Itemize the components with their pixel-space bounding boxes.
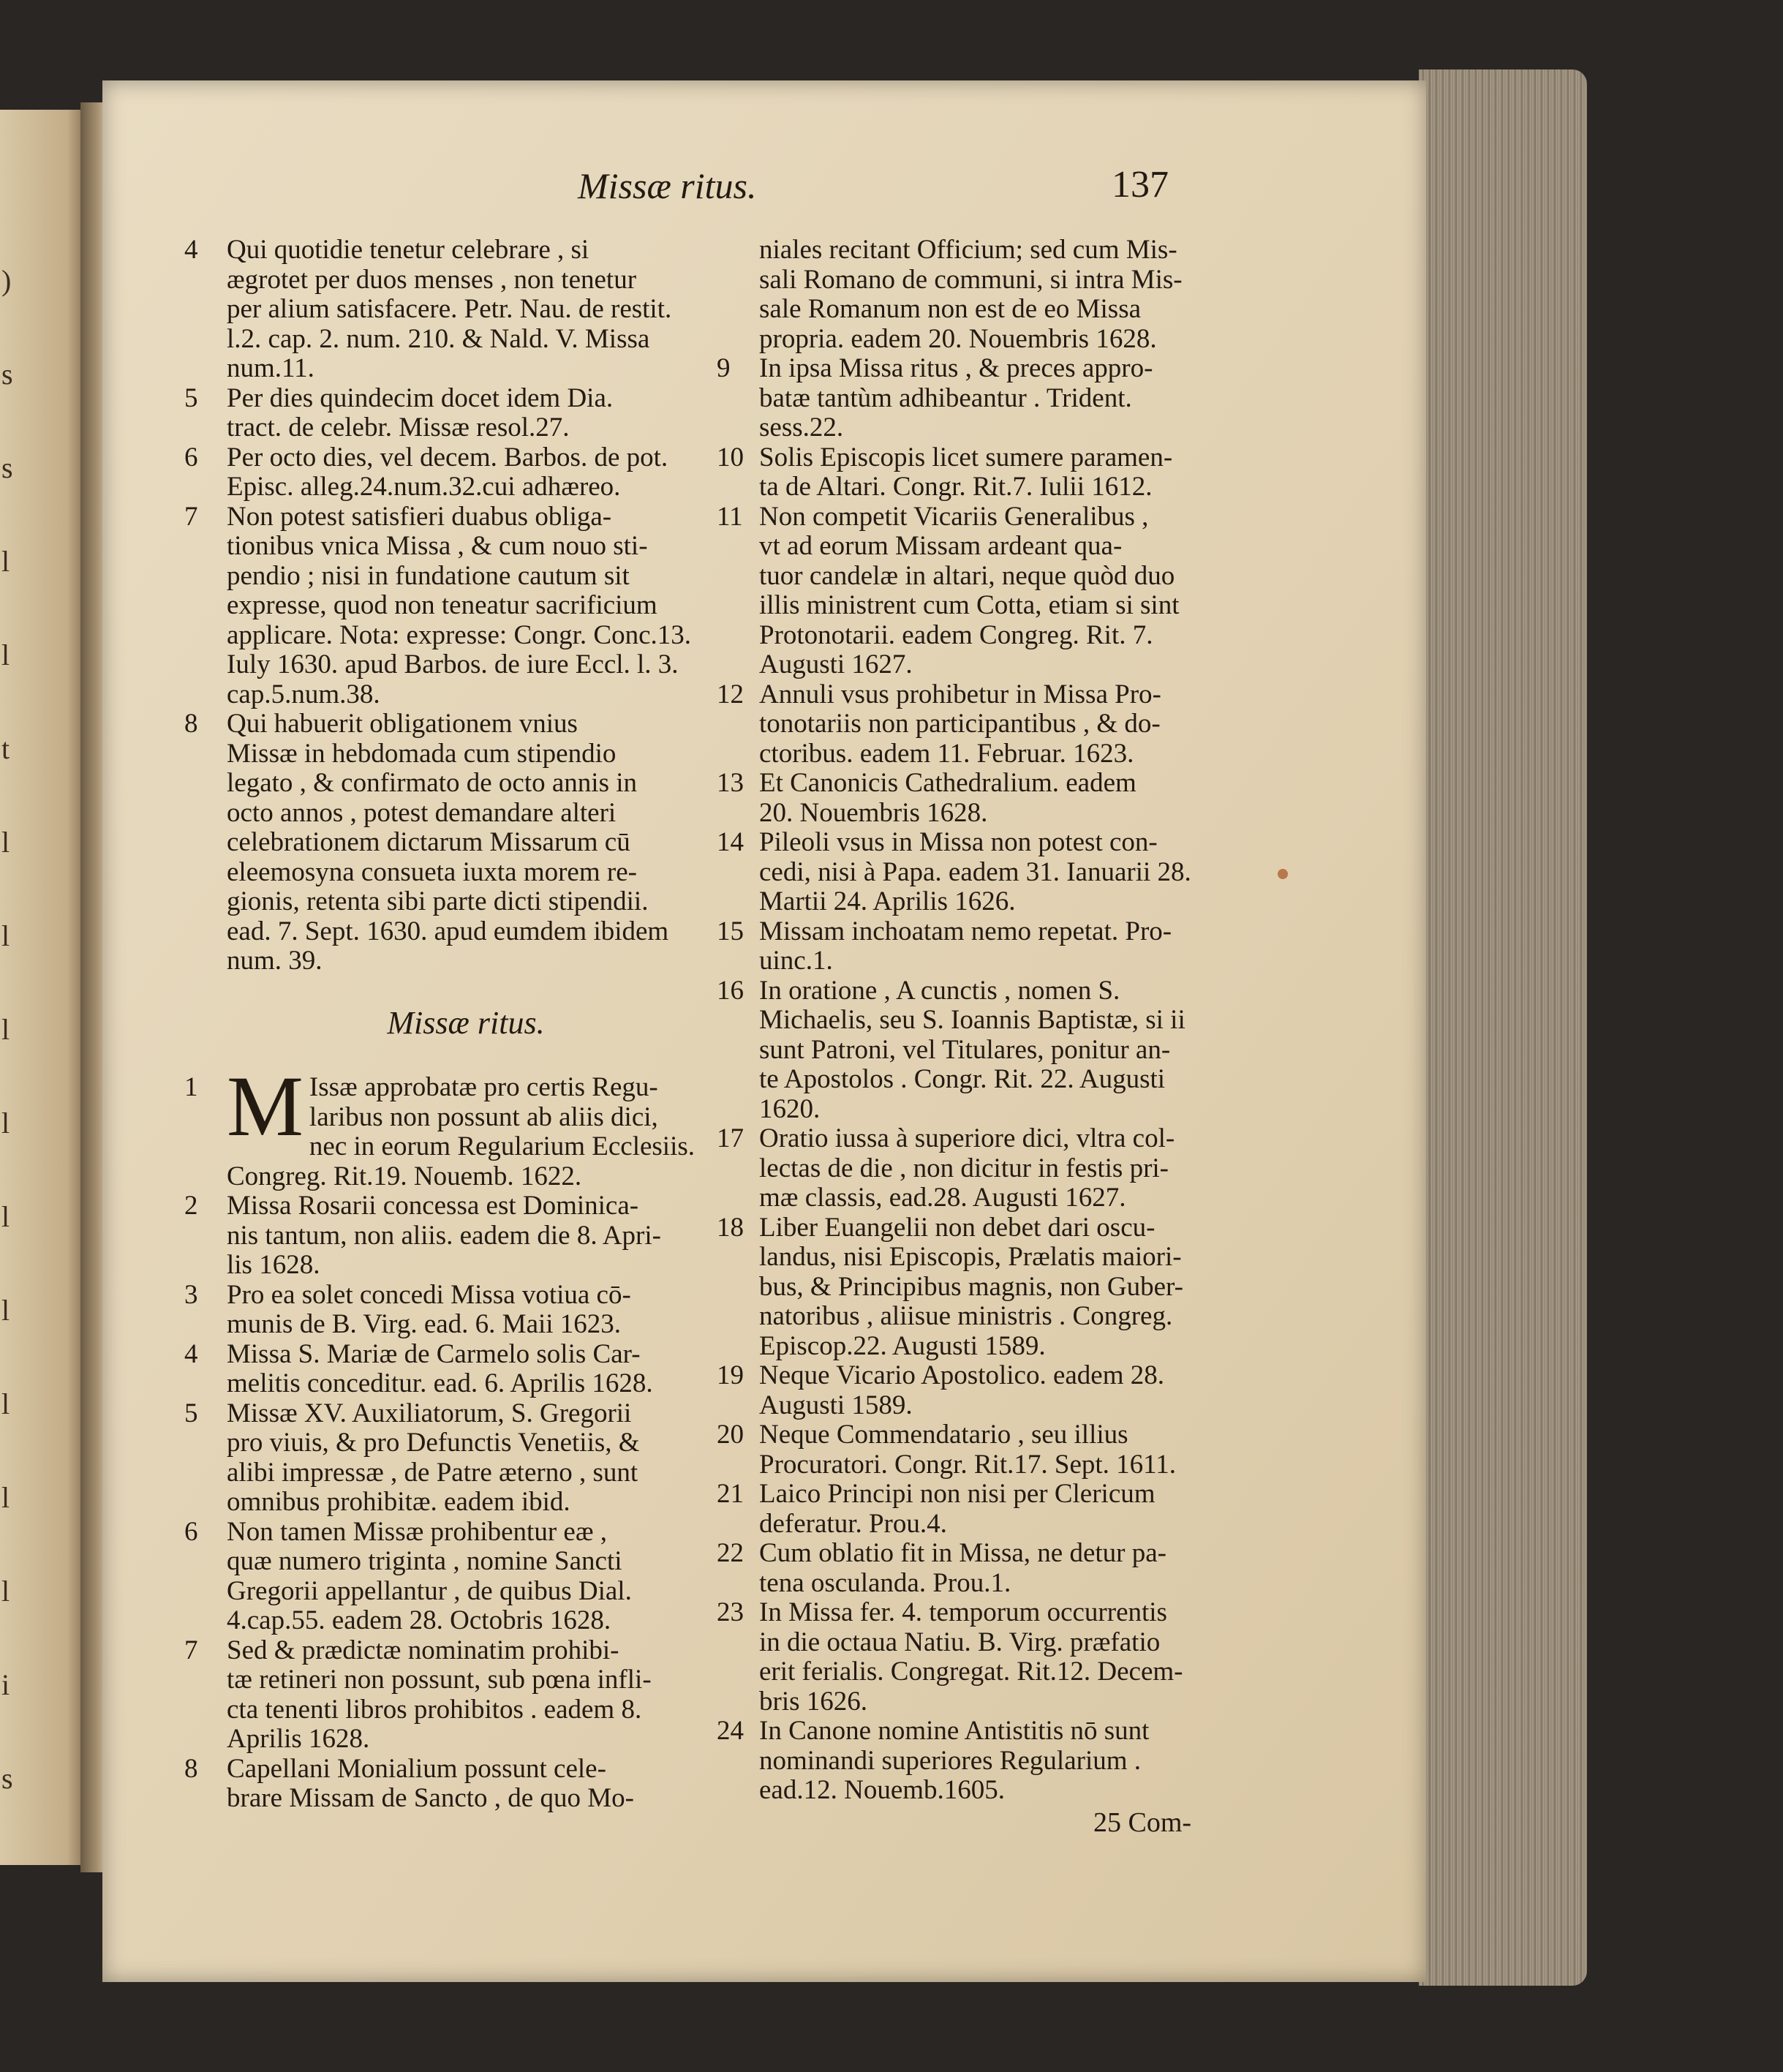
- text-line: ta de Altari. Congr. Rit.7. Iulii 1612.: [759, 472, 1153, 502]
- fragment-glyph: l: [1, 638, 10, 671]
- right-entries: [717, 354, 1243, 1806]
- text-line: eleemosyna consueta iuxta morem re-: [227, 856, 637, 887]
- numbered-entry: [184, 502, 718, 710]
- text-line: In ipsa Missa ritus , & preces appro-: [759, 353, 1153, 383]
- text-line: Solis Episcopis licet sumere paramen-: [759, 442, 1173, 472]
- numbered-entry: [717, 1361, 1243, 1420]
- entry-number: 23: [717, 1597, 744, 1627]
- text-line: Missam inchoatam nemo repetat. Pro-: [759, 916, 1172, 946]
- numbered-entry: [717, 502, 1243, 680]
- text-line: laribus non possunt ab aliis dici,: [309, 1101, 658, 1132]
- text-line: Episcop.22. Augusti 1589.: [759, 1330, 1046, 1361]
- text-line: in die octaua Natiu. B. Virg. præfatio: [759, 1627, 1161, 1657]
- text-line: erit ferialis. Congregat. Rit.12. Decem-: [759, 1657, 1183, 1687]
- text-line: octo annos , potest demandare alteri: [227, 797, 617, 828]
- fragment-glyph: l: [1, 919, 10, 952]
- entry-number: 21: [717, 1479, 744, 1509]
- entry-number: 14: [717, 827, 744, 857]
- text-line: Pro ea solet concedi Missa votiua cō-: [227, 1279, 631, 1310]
- numbered-entry: [184, 1399, 718, 1518]
- text-line: cap.5.num.38.: [227, 679, 380, 709]
- numbered-entry: [184, 1636, 718, 1755]
- entry-number: 6: [184, 1516, 198, 1547]
- entry-number: 2: [184, 1191, 198, 1221]
- entry-number: 13: [717, 768, 744, 798]
- numbered-entry: [717, 680, 1243, 769]
- text-line: Gregorii appellantur , de quibus Dial.: [227, 1575, 632, 1606]
- numbered-entry: [717, 1124, 1243, 1213]
- text-line: legato , & confirmato de octo annis in: [227, 768, 638, 798]
- numbered-entry: [717, 1539, 1243, 1598]
- fragment-glyph: l: [1, 1294, 10, 1327]
- text-line: Liber Euangelii non debet dari oscu-: [759, 1212, 1156, 1243]
- text-line: nominandi superiores Regularium .: [759, 1745, 1142, 1776]
- fragment-glyph: s: [1, 1762, 13, 1795]
- text-line: Annuli vsus prohibetur in Missa Pro-: [759, 679, 1161, 709]
- text-line: Neque Vicario Apostolico. eadem 28.: [759, 1360, 1165, 1390]
- text-line: alibi impressæ , de Patre æterno , sunt: [227, 1457, 638, 1488]
- text-line: bris 1626.: [759, 1686, 867, 1717]
- text-line: Non competit Vicariis Generalibus ,: [759, 501, 1149, 532]
- fragment-glyph: s: [1, 451, 13, 484]
- text-line: cedi, nisi à Papa. eadem 31. Ianuarii 28.: [759, 856, 1191, 887]
- text-line: vt ad eorum Missam ardeant qua-: [759, 531, 1123, 561]
- text-line: Iuly 1630. apud Barbos. de iure Eccl. l. 3.: [227, 649, 679, 679]
- entry-number: 12: [717, 679, 744, 709]
- fragment-glyph: l: [1, 1200, 10, 1233]
- numbered-entry: [184, 1191, 718, 1281]
- section-heading: Missæ ritus.: [387, 1004, 545, 1041]
- text-line: Laico Principi non nisi per Clericum: [759, 1479, 1156, 1509]
- numbered-entry: [184, 1518, 718, 1636]
- entry-number: 19: [717, 1360, 744, 1390]
- entry-number: 4: [184, 235, 198, 265]
- text-line: sale Romanum non est de eo Missa: [759, 294, 1142, 324]
- numbered-entry: [184, 384, 718, 443]
- entry-number: 16: [717, 975, 744, 1006]
- left-entries-bottom: [184, 1191, 718, 1814]
- numbered-entry: [717, 1717, 1243, 1806]
- numbered-entry: [184, 1340, 718, 1399]
- text-line: Michaelis, seu S. Ioannis Baptistæ, si ii: [759, 1005, 1185, 1035]
- fragment-glyph: l: [1, 1481, 10, 1514]
- text-line: batæ tantùm adhibeantur . Trident.: [759, 383, 1132, 413]
- text-line: ægrotet per duos menses , non tenetur: [227, 264, 637, 295]
- right-column: [717, 236, 1243, 1806]
- text-line: deferatur. Prou.4.: [759, 1508, 947, 1539]
- text-line: tuor candelæ in altari, neque quòd duo: [759, 560, 1175, 591]
- entry-number: 11: [717, 501, 743, 532]
- entry-number: 18: [717, 1212, 744, 1243]
- text-line: num. 39.: [227, 946, 323, 976]
- text-line: In Missa fer. 4. temporum occurrentis: [759, 1597, 1167, 1627]
- fragment-glyph: t: [1, 732, 10, 765]
- text-line: tionibus vnica Missa , & cum nouo sti-: [227, 531, 648, 561]
- fragment-glyph: ): [1, 264, 12, 297]
- entry-number: 22: [717, 1538, 744, 1568]
- fragment-glyph: s: [1, 358, 13, 391]
- fragment-glyph: l: [1, 545, 10, 578]
- numbered-entry: [717, 1598, 1243, 1717]
- text-line: expresse, quod non teneatur sacrificium: [227, 590, 657, 620]
- text-line: bus, & Principibus magnis, non Guber-: [759, 1271, 1183, 1302]
- numbered-entry: [184, 1755, 718, 1814]
- numbered-entry: [717, 769, 1243, 828]
- numbered-entry: [717, 976, 1243, 1125]
- text-line: uinc.1.: [759, 946, 833, 976]
- entry-number: 9: [717, 353, 731, 383]
- text-line: natoribus , aliisue ministris . Congreg.: [759, 1301, 1173, 1331]
- entry-with-drop-cap: [184, 1058, 718, 1191]
- text-line: Per octo dies, vel decem. Barbos. de pot.: [227, 442, 668, 472]
- drop-cap: M: [227, 1058, 304, 1154]
- numbered-entry: [717, 354, 1243, 443]
- text-line: quæ numero triginta , nomine Sancti: [227, 1546, 622, 1576]
- fragment-glyph: l: [1, 1575, 10, 1608]
- text-line: 1620.: [759, 1093, 821, 1124]
- entry-number: 10: [717, 442, 744, 472]
- text-line: Neque Commendatario , seu illius: [759, 1420, 1128, 1450]
- text-line: sali Romano de communi, si intra Mis-: [759, 264, 1183, 295]
- text-line: melitis conceditur. ead. 6. Aprilis 1628.: [227, 1368, 653, 1398]
- page-number: 137: [1112, 164, 1169, 206]
- text-line: 20. Nouembris 1628.: [759, 797, 988, 828]
- text-line: applicare. Nota: expresse: Congr. Conc.13.: [227, 619, 691, 650]
- ink-stain: [1278, 869, 1288, 879]
- text-line: sess.22.: [759, 412, 844, 442]
- numbered-entry: [184, 709, 718, 976]
- text-line: Procuratori. Congr. Rit.17. Sept. 1611.: [759, 1449, 1177, 1480]
- text-line: brare Missam de Sancto , de quo Mo-: [227, 1783, 634, 1813]
- running-header: [578, 164, 1169, 216]
- entry-number: 8: [184, 1753, 198, 1784]
- numbered-entry: [717, 1420, 1243, 1480]
- text-line: munis de B. Virg. ead. 6. Maii 1623.: [227, 1309, 622, 1339]
- text-line: landus, nisi Episcopis, Prælatis maiori-: [759, 1242, 1182, 1272]
- text-line: per alium satisfacere. Petr. Nau. de restit.: [227, 294, 672, 324]
- text-line: tonotariis non participantibus , & do-: [759, 709, 1161, 739]
- entry-number: 15: [717, 916, 744, 946]
- text-line: Missæ XV. Auxiliatorum, S. Gregorii: [227, 1398, 632, 1428]
- text-line: ctoribus. eadem 11. Februar. 1623.: [759, 738, 1134, 769]
- text-line: Augusti 1589.: [759, 1390, 913, 1420]
- numbered-entry: [717, 443, 1243, 502]
- text-line: In Canone nomine Antistitis nō sunt: [759, 1716, 1150, 1746]
- text-line: niales recitant Officium; sed cum Mis-: [759, 235, 1177, 265]
- text-line: mæ classis, ead.28. Augusti 1627.: [759, 1183, 1126, 1213]
- text-line: Qui quotidie tenetur celebrare , si: [227, 235, 589, 265]
- text-line: lis 1628.: [227, 1250, 320, 1280]
- fragment-glyph: l: [1, 1107, 10, 1139]
- text-line: Non tamen Missæ prohibentur eæ ,: [227, 1516, 608, 1547]
- text-line: ead. 7. Sept. 1630. apud eumdem ibidem: [227, 916, 669, 946]
- text-line: sunt Patroni, vel Titulares, ponitur an-: [759, 1034, 1171, 1065]
- text-line: tæ retineri non possunt, sub pœna infli-: [227, 1665, 652, 1695]
- entry-number: 8: [184, 709, 198, 739]
- text-line: Qui habuerit obligationem vnius: [227, 709, 578, 739]
- left-column: [184, 236, 718, 1814]
- text-line: Congreg. Rit.19. Nouemb. 1622.: [227, 1161, 582, 1191]
- text-line: Martii 24. Aprilis 1626.: [759, 886, 1016, 916]
- text-line: Aprilis 1628.: [227, 1724, 370, 1754]
- entry-number: 6: [184, 442, 198, 472]
- fragment-glyph: i: [1, 1668, 10, 1701]
- text-line: pendio ; nisi in fundatione cautum sit: [227, 560, 630, 591]
- text-line: cta tenenti libros prohibitos . eadem 8.: [227, 1694, 642, 1725]
- entry-number: 3: [184, 1279, 198, 1310]
- text-line: nis tantum, non aliis. eadem die 8. Apri-: [227, 1220, 661, 1251]
- fragment-glyph: l: [1, 826, 10, 859]
- numbered-entry: [184, 1281, 718, 1340]
- text-line: nec in eorum Regularium Ecclesiis.: [309, 1131, 696, 1161]
- numbered-entry: [184, 236, 718, 384]
- entry-number: 20: [717, 1420, 744, 1450]
- text-line: Missa Rosarii concessa est Dominica-: [227, 1191, 639, 1221]
- text-line: tena osculanda. Prou.1.: [759, 1567, 1011, 1598]
- text-line: Pileoli vsus in Missa non potest con-: [759, 827, 1158, 857]
- text-line: lectas de die , non dicitur in festis pri-: [759, 1153, 1169, 1183]
- text-line: gionis, retenta sibi parte dicti stipendii.: [227, 886, 649, 916]
- text-line: Augusti 1627.: [759, 649, 913, 679]
- text-line: tract. de celebr. Missæ resol.27.: [227, 412, 570, 442]
- numbered-entry: [717, 1480, 1243, 1539]
- text-line: l.2. cap. 2. num. 210. & Nald. V. Missa: [227, 323, 650, 354]
- entry-number: 7: [184, 1635, 198, 1665]
- fragment-glyph: l: [1, 1013, 10, 1046]
- continued-entry-text: [717, 236, 1243, 354]
- entry-number: 17: [717, 1123, 744, 1153]
- entry-number: 1: [184, 1072, 198, 1102]
- running-title: Missæ ritus.: [578, 165, 757, 206]
- entry-number: 7: [184, 501, 198, 532]
- numbered-entry: [717, 1213, 1243, 1362]
- page-block-edge: [1419, 69, 1587, 1986]
- text-line: In oratione , A cunctis , nomen S.: [759, 975, 1120, 1006]
- text-line: omnibus prohibitæ. eadem ibid.: [227, 1487, 570, 1517]
- text-line: num.11.: [227, 353, 314, 383]
- text-line: Protonotarii. eadem Congreg. Rit. 7.: [759, 619, 1153, 650]
- text-line: Missa S. Mariæ de Carmelo solis Car-: [227, 1338, 641, 1369]
- text-line: Cum oblatio fit in Missa, ne detur pa-: [759, 1538, 1166, 1568]
- facing-page-text-fragments: [0, 219, 22, 1828]
- catchword: 25 Com-: [1093, 1807, 1192, 1838]
- text-line: Episc. alleg.24.num.32.cui adhæreo.: [227, 472, 621, 502]
- numbered-entry: [717, 917, 1243, 976]
- text-line: propria. eadem 20. Nouembris 1628.: [759, 323, 1157, 354]
- text-line: pro viuis, & pro Defunctis Venetiis, &: [227, 1428, 640, 1458]
- entry-number: 5: [184, 383, 198, 413]
- text-line: Capellani Monialium possunt cele-: [227, 1753, 606, 1784]
- text-line: celebrationem dictarum Missarum cū: [227, 827, 630, 857]
- text-line: te Apostolos . Congr. Rit. 22. Augusti: [759, 1064, 1166, 1094]
- entry-number: 4: [184, 1338, 198, 1369]
- left-entries-top: [184, 236, 718, 976]
- numbered-entry: [717, 828, 1243, 917]
- text-line: Missæ in hebdomada cum stipendio: [227, 738, 617, 769]
- entry-number: 5: [184, 1398, 198, 1428]
- text-line: illis ministrent cum Cotta, etiam si sint: [759, 590, 1180, 620]
- text-line: 4.cap.55. eadem 28. Octobris 1628.: [227, 1605, 611, 1635]
- numbered-entry: [184, 443, 718, 502]
- fragment-glyph: l: [1, 1387, 10, 1420]
- text-line: Et Canonicis Cathedralium. eadem: [759, 768, 1136, 798]
- text-line: Issæ approbatæ pro certis Regu-: [309, 1072, 658, 1102]
- text-line: Oratio iussa à superiore dici, vltra col-: [759, 1123, 1175, 1153]
- text-line: Non potest satisfieri duabus obliga-: [227, 501, 612, 532]
- text-line: ead.12. Nouemb.1605.: [759, 1775, 1006, 1805]
- entry-number: 24: [717, 1716, 744, 1746]
- text-line: Per dies quindecim docet idem Dia.: [227, 383, 614, 413]
- text-line: Sed & prædictæ nominatim prohibi-: [227, 1635, 619, 1665]
